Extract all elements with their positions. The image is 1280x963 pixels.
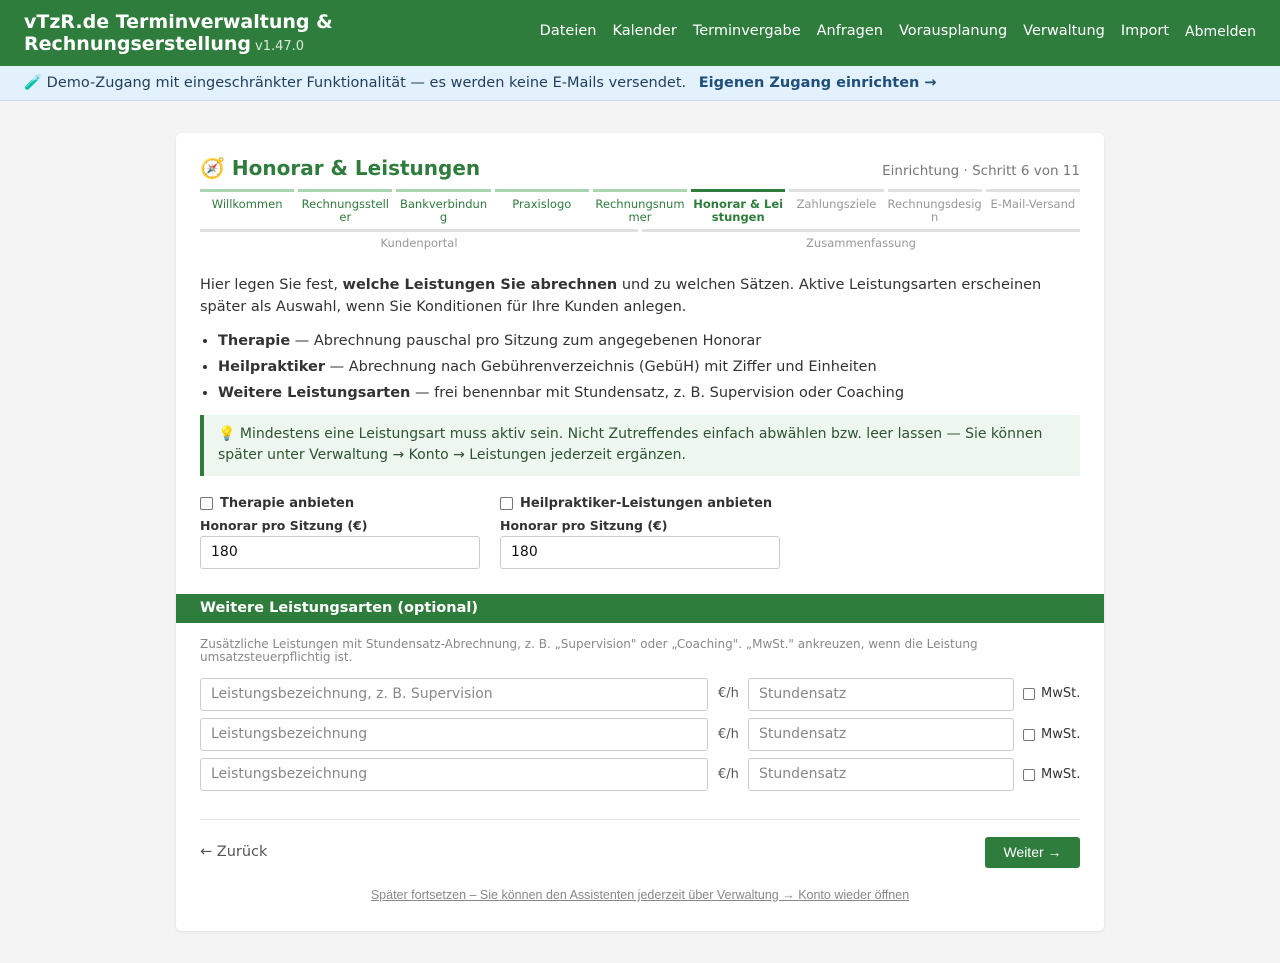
mwst-checkbox-2[interactable] bbox=[1023, 729, 1035, 741]
therapie-fee-label: Honorar pro Sitzung (€) bbox=[200, 518, 368, 533]
create-account-link[interactable]: Eigenen Zugang einrichten → bbox=[698, 75, 937, 91]
page-title bbox=[200, 156, 480, 180]
version-label: v1.47.0 bbox=[255, 39, 305, 54]
main-nav bbox=[540, 22, 1256, 40]
wizard-step-rechnungsdesign[interactable]: Rechnungsdesign bbox=[888, 189, 982, 224]
therapie-option[interactable] bbox=[200, 496, 354, 511]
back-button[interactable]: ← Zurück bbox=[200, 844, 268, 860]
mwst-checkbox-3[interactable] bbox=[1023, 769, 1035, 781]
hourly-rate-input-2[interactable]: Stundensatz bbox=[748, 718, 1014, 751]
next-button[interactable]: Weiter → bbox=[985, 837, 1080, 868]
mwst-label: MwSt. bbox=[1041, 686, 1081, 701]
compass-icon: 🧭 bbox=[200, 156, 225, 180]
logout-button[interactable]: Abmelden bbox=[1185, 24, 1256, 40]
wizard-steps-row1 bbox=[200, 189, 1080, 224]
wizard-step-rechnungssteller[interactable]: Rechnungssteller bbox=[298, 189, 392, 224]
wizard-step-praxislogo[interactable]: Praxislogo bbox=[495, 189, 589, 224]
service-name-input-1[interactable]: Leistungsbezeichnung, z. B. Supervision bbox=[200, 678, 708, 711]
intro-text: Hier legen Sie fest, welche Leistungen Sie abrechnen und zu welchen Sätzen. Aktive Leistungsarten erscheinen später als Auswahl, wenn Sie Konditionen für Ihre Kunden anlegen. bbox=[200, 277, 1042, 315]
wizard-step-willkommen[interactable]: Willkommen bbox=[200, 189, 294, 224]
nav-anfragen[interactable]: Anfragen bbox=[816, 23, 884, 39]
brand-line1: vTzR.de Terminverwaltung & bbox=[24, 11, 333, 33]
list-item: • Therapie — Abrechnung pauschal pro Sitzung zum angegebenen Honorar bbox=[218, 328, 1078, 354]
heilpraktiker-fee-label: Honorar pro Sitzung (€) bbox=[500, 518, 668, 533]
divider bbox=[200, 819, 1080, 820]
wizard-step-bankverbindung[interactable]: Bankverbindung bbox=[396, 189, 490, 224]
heilpraktiker-checkbox-label: Heilpraktiker-Leistungen anbieten bbox=[520, 496, 773, 511]
wizard-step-zahlungsziele[interactable]: Zahlungsziele bbox=[789, 189, 883, 224]
mwst-option-2[interactable] bbox=[1023, 727, 1080, 742]
section-hint: Zusätzliche Leistungen mit Stundensatz-Abrechnung, z. B. „Supervision" oder „Coaching". „MwSt." ankreuzen, wenn die Leistung umsatzsteuerpflichtig ist. bbox=[200, 637, 978, 664]
continue-later-link[interactable]: Später fortsetzen – Sie können den Assistenten jederzeit über Verwaltung → Konto wieder öffnen bbox=[370, 888, 910, 902]
lightbulb-icon: 💡 bbox=[218, 426, 236, 442]
wizard-step-email-versand[interactable]: E-Mail-Versand bbox=[986, 189, 1080, 224]
therapie-checkbox[interactable] bbox=[200, 497, 213, 510]
wizard-step-kundenportal[interactable]: Kundenportal bbox=[200, 229, 638, 250]
brand-line2: Rechnungserstellung bbox=[24, 33, 252, 55]
wizard-steps-row2 bbox=[200, 229, 1080, 250]
list-item: • Heilpraktiker — Abrechnung nach Gebührenverzeichnis (GebüH) mit Ziffer und Einheiten bbox=[218, 354, 1078, 380]
wizard-step-honorar-active[interactable]: Honorar & Leistungen bbox=[691, 189, 785, 224]
list-item: • Weitere Leistungsarten — frei benennbar mit Stundensatz, z. B. Supervision oder Coaching bbox=[218, 380, 1078, 406]
unit-label: €/h bbox=[718, 686, 739, 701]
therapie-fee-input[interactable]: 180 bbox=[200, 536, 480, 569]
tip-text: Mindestens eine Leistungsart muss aktiv sein. Nicht Zutreffendes einfach abwählen bzw. leer lassen — Sie können später unter Verwaltung → Konto → Leistungen jederzeit ergänzen. bbox=[218, 426, 1043, 463]
therapie-checkbox-label: Therapie anbieten bbox=[220, 496, 355, 511]
mwst-checkbox-1[interactable] bbox=[1023, 688, 1035, 700]
tip-box bbox=[200, 415, 1080, 476]
nav-terminvergabe[interactable]: Terminvergabe bbox=[692, 23, 801, 39]
heilpraktiker-checkbox[interactable] bbox=[500, 497, 513, 510]
demo-banner-text: Demo-Zugang mit eingeschränkter Funktionalität — es werden keine E-Mails versendet. bbox=[46, 75, 687, 91]
wizard-card bbox=[176, 133, 1104, 931]
hourly-rate-input-3[interactable]: Stundensatz bbox=[748, 758, 1014, 791]
section-header-weitere: Weitere Leistungsarten (optional) bbox=[176, 594, 1104, 623]
mwst-option-1[interactable] bbox=[1023, 686, 1080, 701]
wizard-step-zusammenfassung[interactable]: Zusammenfassung bbox=[642, 229, 1080, 250]
nav-dateien[interactable]: Dateien bbox=[539, 23, 597, 39]
nav-vorausplanung[interactable]: Vorausplanung bbox=[899, 23, 1008, 39]
demo-banner bbox=[0, 66, 1280, 101]
service-name-input-3[interactable]: Leistungsbezeichnung bbox=[200, 758, 708, 791]
heilpraktiker-option[interactable] bbox=[500, 496, 772, 511]
service-types-list bbox=[218, 328, 1078, 406]
nav-verwaltung[interactable]: Verwaltung bbox=[1023, 23, 1105, 39]
service-name-input-2[interactable]: Leistungsbezeichnung bbox=[200, 718, 708, 751]
nav-kalender[interactable]: Kalender bbox=[612, 23, 677, 39]
heilpraktiker-fee-input[interactable]: 180 bbox=[500, 536, 780, 569]
mwst-label: MwSt. bbox=[1041, 727, 1081, 742]
wizard-step-rechnungsnummer[interactable]: Rechnungsnummer bbox=[593, 189, 687, 224]
test-tube-icon: 🧪 bbox=[24, 75, 43, 91]
mwst-label: MwSt. bbox=[1041, 767, 1081, 782]
app-brand[interactable] bbox=[24, 11, 333, 58]
unit-label: €/h bbox=[718, 727, 739, 742]
unit-label: €/h bbox=[718, 767, 739, 782]
top-bar bbox=[0, 0, 1280, 66]
hourly-rate-input-1[interactable]: Stundensatz bbox=[748, 678, 1014, 711]
step-indicator: Einrichtung · Schritt 6 von 11 bbox=[882, 163, 1080, 179]
page-title-text: Honorar & Leistungen bbox=[231, 156, 481, 180]
mwst-option-3[interactable] bbox=[1023, 767, 1080, 782]
nav-import[interactable]: Import bbox=[1120, 23, 1170, 39]
